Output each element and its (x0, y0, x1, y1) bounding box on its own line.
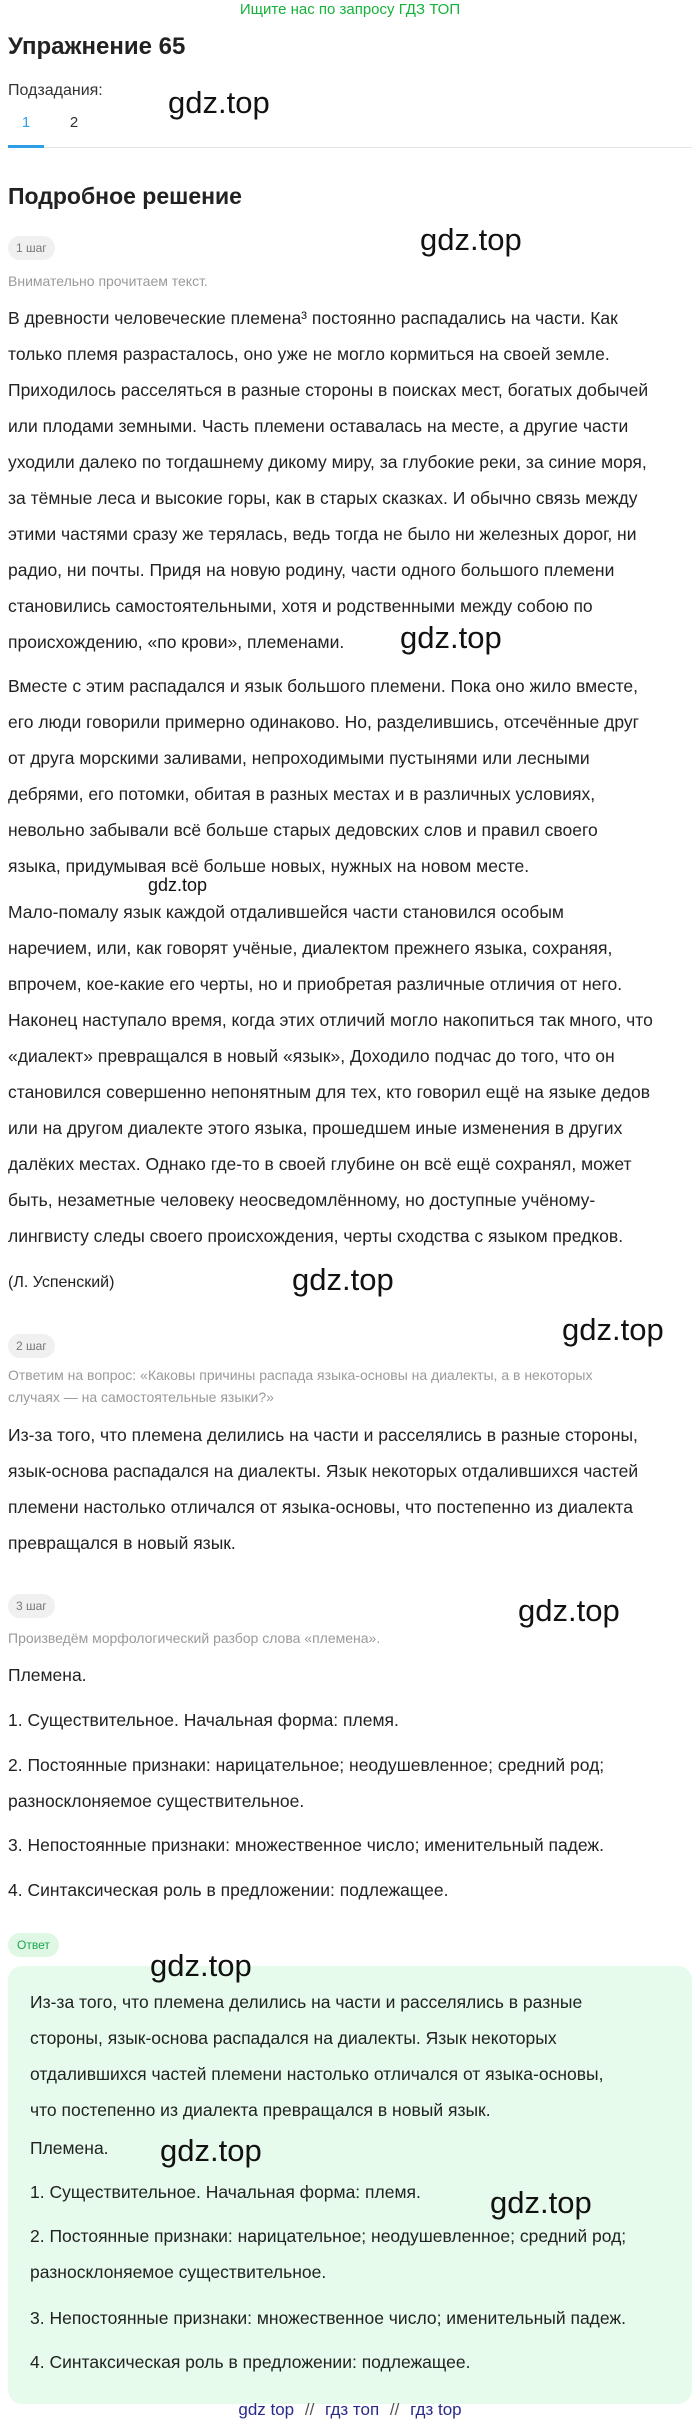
text-line: его люди говорили примерно одинаково. Но, разделившись, отсечённые друг (8, 712, 640, 732)
text-line: что постепенно из диалекта превращался в новый язык. (30, 2100, 491, 2120)
text-line: только племя разрасталось, оно уже не могло кормиться на своей земле. (8, 344, 610, 364)
watermark: gdz.top (518, 1593, 620, 1628)
text-line: язык-основа распадался на диалекты. Язык некоторых отдалившихся частей (8, 1461, 639, 1481)
answer-morph-item-1: 1. Существительное. Начальная форма: племя. (30, 2182, 421, 2202)
footer-link-gdz-top-ru[interactable]: гдз топ (325, 2400, 380, 2419)
text-line: или плодами земными. Часть племени оставалась на месте, а другие части (8, 416, 629, 436)
answer-morph-item-4: 4. Синтаксическая роль в предложении: подлежащее. (30, 2352, 471, 2372)
text-line: разносклоняемое существительное. (30, 2262, 327, 2282)
text-line: Вместе с этим распадался и язык большого племени. Пока оно жило вместе, (8, 676, 639, 696)
morph-item-4: 4. Синтаксическая роль в предложении: подлежащее. (8, 1880, 449, 1900)
text-line: разносклоняемое существительное. (8, 1791, 305, 1811)
morph-item-1: 1. Существительное. Начальная форма: племя. (8, 1710, 399, 1730)
watermark: gdz.top (490, 2185, 592, 2220)
morph-item-3: 3. Непостоянные признаки: множественное число; именительный падеж. (8, 1835, 604, 1855)
step-2-answer-paragraph (8, 1417, 692, 1561)
watermark: gdz.top (400, 620, 502, 655)
text-line: радио, ни почты. Придя на новую родину, части одного большого племени (8, 560, 615, 580)
footer-link-gdz-top[interactable]: gdz top (238, 2400, 295, 2419)
text-line: или на другом диалекте этого языка, прошедшем иные изменения в других (8, 1118, 623, 1138)
text-line: становился совершенно непонятным для тех, кто говорил ещё на языке дедов (8, 1082, 651, 1102)
text-paragraph-3 (8, 894, 692, 1254)
text-line: отдалившихся частей племени настолько отличался от языка-основы, (30, 2064, 604, 2084)
text-line: Из-за того, что племена делились на части и расселялись в разные стороны, (8, 1425, 638, 1445)
text-line: этими частями сразу же терялась, ведь тогда не было ни железных дорог, ни (8, 524, 637, 544)
morph-word: Племена. (8, 1665, 87, 1685)
answer-morph-item-2 (30, 2218, 680, 2290)
footer-separator: // (304, 2400, 315, 2419)
text-line: превращался в новый язык. (8, 1533, 236, 1553)
text-line: Из-за того, что племена делились на части и расселялись в разные (30, 1992, 583, 2012)
text-line: стороны, язык-основа распадался на диалекты. Язык некоторых (30, 2028, 557, 2048)
subtask-tabs (8, 108, 692, 148)
step-badge-1: 1 шаг (8, 236, 55, 260)
section-title: Подробное решение (8, 183, 242, 209)
text-line: племени настолько отличался от языка-основы, что постепенно из диалекта (8, 1497, 633, 1517)
step-note-2 (8, 1364, 692, 1408)
text-line: языка, придумывая всё больше новых, нужных на новом месте. (8, 856, 530, 876)
watermark: gdz.top (420, 222, 522, 257)
text-line: далёких местах. Однако где-то в своей глубине он всё ещё сохранял, может (8, 1154, 632, 1174)
text-paragraph-2 (8, 668, 692, 884)
subtasks-label: Подзадания: (8, 82, 103, 99)
text-line: наречием, или, как говорят учёные, диалектом прежнего языка, сохраняя, (8, 938, 613, 958)
text-line: В древности человеческие племена³ постоянно распадались на части. Как (8, 308, 618, 328)
text-line: уходили далеко по тогдашнему дикому миру, за глубокие реки, за синие моря, (8, 452, 647, 472)
text-line: Наконец наступало время, когда этих отличий могло накопиться так много, что (8, 1010, 653, 1030)
text-line: от друга морскими заливами, непроходимыми пустынями или лесными (8, 748, 590, 768)
text-paragraph-1 (8, 300, 692, 660)
footer-separator: // (389, 2400, 400, 2419)
tab-subtask-1[interactable]: 1 (21, 114, 31, 131)
text-author: (Л. Успенский) (8, 1274, 115, 1291)
answer-paragraph (30, 1984, 680, 2128)
watermark: gdz.top (150, 1948, 252, 1983)
step-badge-2: 2 шаг (8, 1334, 55, 1358)
step-note-3: Произведём морфологический разбор слова «племена». (8, 1630, 381, 1646)
watermark: gdz.top (562, 1312, 664, 1347)
watermark: gdz.top (148, 875, 208, 895)
text-line: невольно забывали всё больше старых дедовских слов и правил своего (8, 820, 598, 840)
morph-item-2 (8, 1747, 692, 1819)
text-line: становились самостоятельными, хотя и родственными между собою по (8, 596, 593, 616)
watermark: gdz.top (160, 2133, 262, 2168)
step-note-1: Внимательно прочитаем текст. (8, 273, 208, 289)
footer-links (0, 2398, 700, 2422)
active-tab-indicator (8, 145, 44, 148)
text-line: «диалект» превращался в новый «язык», Доходило подчас до того, что он (8, 1046, 615, 1066)
text-line: впрочем, кое-какие его черты, но и приобретая различные отличия от него. (8, 974, 623, 994)
text-line: 2. Постоянные признаки: нарицательное; неодушевленное; средний род; (8, 1755, 605, 1775)
answer-morph-item-3: 3. Непостоянные признаки: множественное число; именительный падеж. (30, 2308, 626, 2328)
watermark: gdz.top (292, 1262, 394, 1297)
tab-subtask-2[interactable]: 2 (69, 114, 79, 131)
page-title: Упражнение 65 (8, 33, 186, 60)
text-line: за тёмные леса и высокие горы, как в старых сказках. И обычно связь между (8, 488, 638, 508)
text-line: происхождению, «по крови», племенами. (8, 632, 345, 652)
text-line: быть, незаметные человеку неосведомлённому, но доступные учёному- (8, 1190, 596, 1210)
text-line: лингвисту следы своего происхождения, черты сходства с языком предков. (8, 1226, 624, 1246)
text-line: 2. Постоянные признаки: нарицательное; неодушевленное; средний род; (30, 2226, 627, 2246)
text-line: дебрями, его потомки, обитая в разных местах и в различных условиях, (8, 784, 596, 804)
top-search-banner: Ищите нас по запросу ГДЗ ТОП (239, 1, 461, 18)
note-line: случаях — на самостоятельные языки?» (8, 1389, 274, 1405)
watermark: gdz.top (168, 85, 270, 120)
footer-link-gdz-top-mixed[interactable]: гдз top (410, 2400, 462, 2419)
answer-morph-word: Племена. (30, 2138, 109, 2158)
note-line: Ответим на вопрос: «Каковы причины распада языка-основы на диалекты, а в некоторых (8, 1367, 593, 1383)
step-badge-3: 3 шаг (8, 1594, 55, 1618)
text-line: Мало-помалу язык каждой отдалившейся части становился особым (8, 902, 564, 922)
text-line: Приходилось расселяться в разные стороны в поисках мест, богатых добычей (8, 380, 649, 400)
answer-badge: Ответ (8, 1933, 59, 1957)
